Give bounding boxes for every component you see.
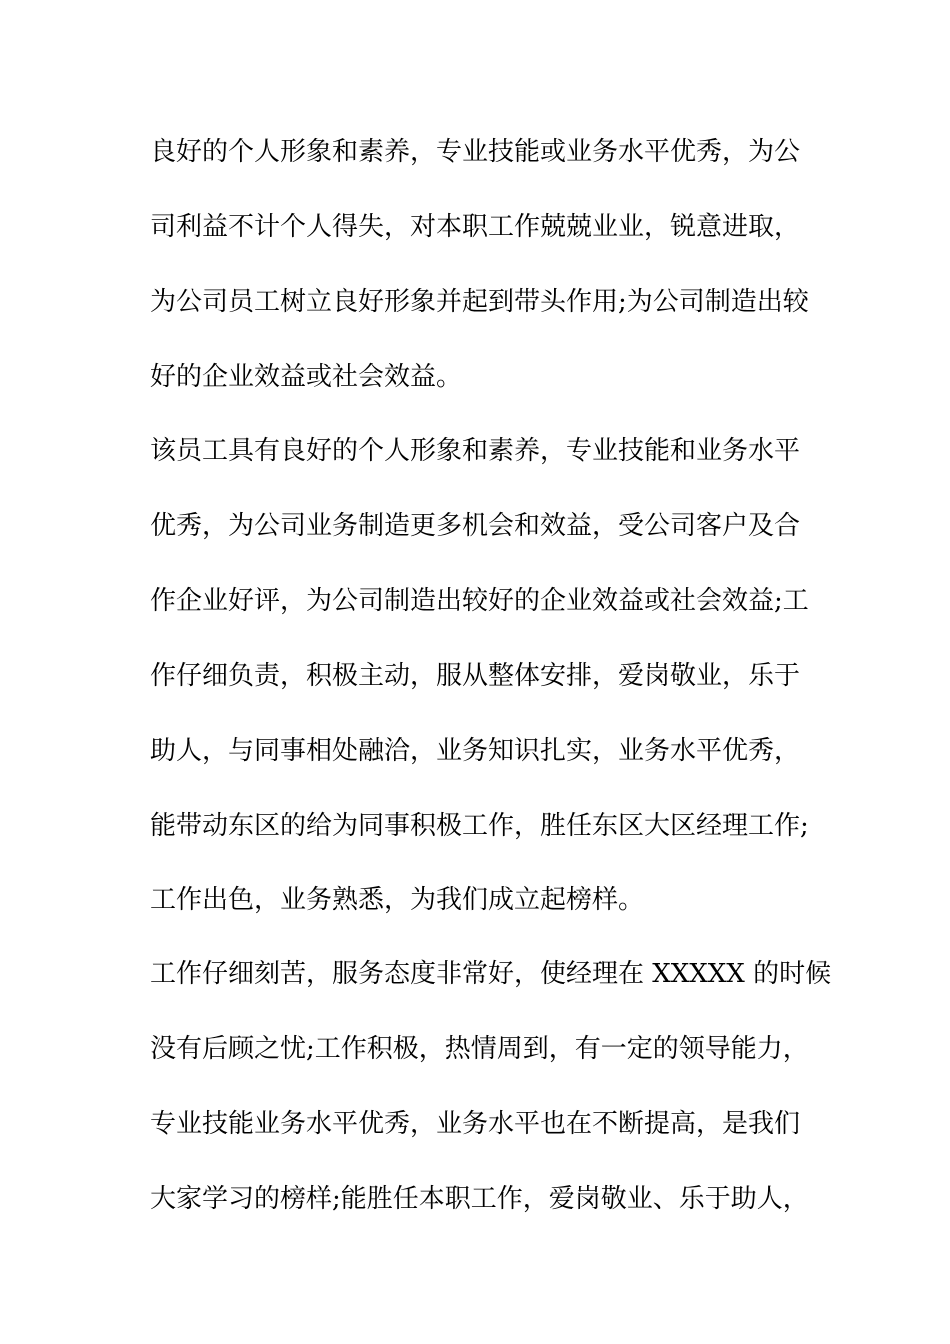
text-line: 司利益不计个人得失，对本职工作兢兢业业，锐意进取， — [150, 212, 801, 242]
text-line: 好的企业效益或社会效益。 — [150, 362, 463, 392]
text-line: 专业技能业务水平优秀，业务水平也在不断提高，是我们 — [150, 1109, 801, 1139]
text-line: 该员工具有良好的个人形象和素养，专业技能和业务水平 — [150, 436, 801, 466]
text-line: 作企业好评，为公司制造出较好的企业效益或社会效益;工 — [150, 586, 809, 616]
text-line: 良好的个人形象和素养，专业技能或业务水平优秀，为公 — [150, 137, 801, 167]
text-line: 作仔细负责，积极主动，服从整体安排，爱岗敬业，乐于 — [150, 661, 801, 691]
text-line: 工作出色，业务熟悉，为我们成立起榜样。 — [150, 885, 645, 915]
text-line: 为公司员工树立良好形象并起到带头作用;为公司制造出较 — [150, 287, 809, 317]
text-line: 工作仔细刻苦，服务态度非常好，使经理在 XXXXX 的时候 — [150, 959, 832, 989]
text-line: 大家学习的榜样;能胜任本职工作，爱岗敬业、乐于助人， — [150, 1184, 809, 1214]
text-line: 优秀，为公司业务制造更多机会和效益，受公司客户及合 — [150, 511, 801, 541]
text-line: 能带动东区的给为同事积极工作，胜任东区大区经理工作; — [150, 811, 809, 841]
text-line: 助人，与同事相处融洽，业务知识扎实，业务水平优秀， — [150, 736, 801, 766]
text-line: 没有后顾之忧;工作积极，热情周到，有一定的领导能力， — [150, 1034, 809, 1064]
